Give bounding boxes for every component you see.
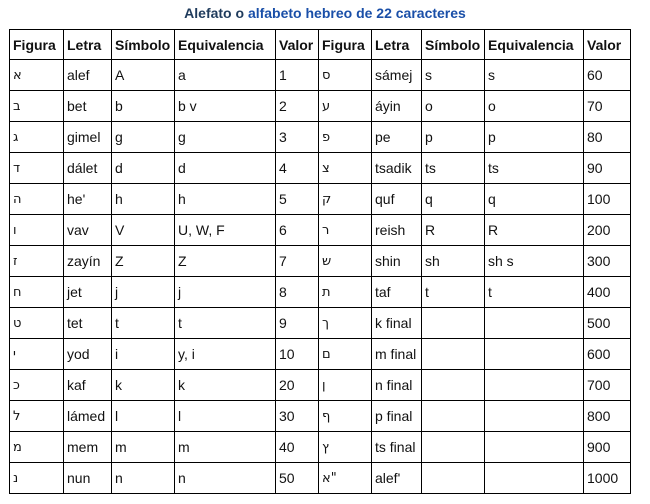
valor-cell-1: 30 xyxy=(276,401,319,432)
table-row xyxy=(10,122,631,153)
letra-cell-2: pe xyxy=(372,122,422,153)
simbolo-cell-1: k xyxy=(112,370,175,401)
letra-cell-1: kaf xyxy=(64,370,112,401)
letra-cell-1: tet xyxy=(64,308,112,339)
simbolo-cell-1: t xyxy=(112,308,175,339)
valor-cell-1: 3 xyxy=(276,122,319,153)
valor-cell-2: 60 xyxy=(584,60,631,91)
letra-cell-1: mem xyxy=(64,432,112,463)
figura-cell-1: ב xyxy=(10,91,64,122)
valor-cell-2: 70 xyxy=(584,91,631,122)
valor-cell-2: 600 xyxy=(584,339,631,370)
letra-cell-2: tsadik xyxy=(372,153,422,184)
alfabeto-hebreo-link[interactable]: alfabeto hebreo de 22 caracteres xyxy=(247,5,466,21)
simbolo-cell-1: Z xyxy=(112,246,175,277)
simbolo-cell-2: o xyxy=(422,91,485,122)
valor-cell-2: 200 xyxy=(584,215,631,246)
letra-cell-2: shin xyxy=(372,246,422,277)
figura-cell-1: א xyxy=(10,60,64,91)
simbolo-cell-2: t xyxy=(422,277,485,308)
simbolo-cell-1: l xyxy=(112,401,175,432)
valor-cell-2: 800 xyxy=(584,401,631,432)
figura-cell-2: ר xyxy=(319,215,372,246)
equivalencia-cell-2: s xyxy=(485,60,584,91)
equivalencia-cell-2: R xyxy=(485,215,584,246)
simbolo-cell-2 xyxy=(422,463,485,494)
header-valor-1: Valor xyxy=(276,30,319,60)
equivalencia-cell-2: t xyxy=(485,277,584,308)
table-row xyxy=(10,277,631,308)
letra-cell-1: zayín xyxy=(64,246,112,277)
figura-cell-2: פ xyxy=(319,122,372,153)
valor-cell-1: 10 xyxy=(276,339,319,370)
letra-cell-1: gimel xyxy=(64,122,112,153)
figura-cell-1: כ xyxy=(10,370,64,401)
figura-cell-1: ה xyxy=(10,184,64,215)
valor-cell-1: 2 xyxy=(276,91,319,122)
simbolo-cell-1: d xyxy=(112,153,175,184)
table-row xyxy=(10,463,631,494)
letra-cell-1: bet xyxy=(64,91,112,122)
figura-cell-2: ק xyxy=(319,184,372,215)
letra-cell-2: taf xyxy=(372,277,422,308)
valor-cell-1: 7 xyxy=(276,246,319,277)
letra-cell-2: áyin xyxy=(372,91,422,122)
figura-cell-1: ח xyxy=(10,277,64,308)
equivalencia-cell-1: n xyxy=(175,463,276,494)
simbolo-cell-1: i xyxy=(112,339,175,370)
simbolo-cell-1: g xyxy=(112,122,175,153)
equivalencia-cell-1: Z xyxy=(175,246,276,277)
figura-cell-1: מ xyxy=(10,432,64,463)
simbolo-cell-2: p xyxy=(422,122,485,153)
figura-cell-2: ף xyxy=(319,401,372,432)
table-body xyxy=(10,60,631,494)
valor-cell-2: 700 xyxy=(584,370,631,401)
letra-cell-2: reish xyxy=(372,215,422,246)
equivalencia-cell-1: U, W, F xyxy=(175,215,276,246)
letra-cell-2: quf xyxy=(372,184,422,215)
simbolo-cell-2: ts xyxy=(422,153,485,184)
simbolo-cell-2 xyxy=(422,370,485,401)
header-row xyxy=(10,30,631,60)
header-simbolo-1: Símbolo xyxy=(112,30,175,60)
simbolo-cell-2: R xyxy=(422,215,485,246)
valor-cell-2: 80 xyxy=(584,122,631,153)
letra-cell-1: vav xyxy=(64,215,112,246)
header-simbolo-2: Símbolo xyxy=(422,30,485,60)
figura-cell-1: ד xyxy=(10,153,64,184)
valor-cell-1: 1 xyxy=(276,60,319,91)
valor-cell-2: 300 xyxy=(584,246,631,277)
figura-cell-2: ע xyxy=(319,91,372,122)
valor-cell-1: 40 xyxy=(276,432,319,463)
figura-cell-2: ך xyxy=(319,308,372,339)
table-row xyxy=(10,153,631,184)
header-equivalencia-1: Equivalencia xyxy=(175,30,276,60)
equivalencia-cell-2 xyxy=(485,432,584,463)
header-valor-2: Valor xyxy=(584,30,631,60)
letra-cell-1: alef xyxy=(64,60,112,91)
header-figura-2: Figura xyxy=(319,30,372,60)
header-equivalencia-2: Equivalencia xyxy=(485,30,584,60)
valor-cell-2: 900 xyxy=(584,432,631,463)
letra-cell-2: n final xyxy=(372,370,422,401)
simbolo-cell-1: h xyxy=(112,184,175,215)
equivalencia-cell-1: k xyxy=(175,370,276,401)
letra-cell-1: he' xyxy=(64,184,112,215)
letra-cell-1: lámed xyxy=(64,401,112,432)
equivalencia-cell-2: p xyxy=(485,122,584,153)
equivalencia-cell-2: o xyxy=(485,91,584,122)
table-row xyxy=(10,184,631,215)
header-letra-2: Letra xyxy=(372,30,422,60)
table-title-prefix: Alefato o xyxy=(184,5,248,21)
equivalencia-cell-2 xyxy=(485,339,584,370)
valor-cell-2: 1000 xyxy=(584,463,631,494)
letra-cell-1: dálet xyxy=(64,153,112,184)
figura-cell-2: צ xyxy=(319,153,372,184)
simbolo-cell-2: sh xyxy=(422,246,485,277)
valor-cell-2: 90 xyxy=(584,153,631,184)
figura-cell-2: ת xyxy=(319,277,372,308)
table-row xyxy=(10,246,631,277)
simbolo-cell-2 xyxy=(422,308,485,339)
letra-cell-2: sámej xyxy=(372,60,422,91)
simbolo-cell-2 xyxy=(422,432,485,463)
valor-cell-1: 6 xyxy=(276,215,319,246)
letra-cell-2: k final xyxy=(372,308,422,339)
figura-cell-1: ז xyxy=(10,246,64,277)
simbolo-cell-1: m xyxy=(112,432,175,463)
equivalencia-cell-2 xyxy=(485,370,584,401)
equivalencia-cell-2 xyxy=(485,308,584,339)
figura-cell-2: ס xyxy=(319,60,372,91)
valor-cell-2: 100 xyxy=(584,184,631,215)
letra-cell-2: alef' xyxy=(372,463,422,494)
figura-cell-1: ט xyxy=(10,308,64,339)
figura-cell-2: ן xyxy=(319,370,372,401)
simbolo-cell-1: b xyxy=(112,91,175,122)
equivalencia-cell-2: sh s xyxy=(485,246,584,277)
equivalencia-cell-2: q xyxy=(485,184,584,215)
figura-cell-1: ל xyxy=(10,401,64,432)
figura-cell-1: נ xyxy=(10,463,64,494)
table-row xyxy=(10,91,631,122)
equivalencia-cell-1: h xyxy=(175,184,276,215)
equivalencia-cell-1: m xyxy=(175,432,276,463)
figura-cell-1: י xyxy=(10,339,64,370)
equivalencia-cell-2 xyxy=(485,463,584,494)
valor-cell-2: 500 xyxy=(584,308,631,339)
simbolo-cell-2: q xyxy=(422,184,485,215)
table-row xyxy=(10,215,631,246)
equivalencia-cell-1: b v xyxy=(175,91,276,122)
figura-cell-2: ץ xyxy=(319,432,372,463)
equivalencia-cell-2 xyxy=(485,401,584,432)
valor-cell-1: 50 xyxy=(276,463,319,494)
letra-cell-1: yod xyxy=(64,339,112,370)
table-title xyxy=(0,4,650,22)
table-row xyxy=(10,339,631,370)
figura-cell-2: א" xyxy=(319,463,372,494)
equivalencia-cell-1: y, i xyxy=(175,339,276,370)
figura-cell-1: ו xyxy=(10,215,64,246)
letra-cell-1: nun xyxy=(64,463,112,494)
valor-cell-2: 400 xyxy=(584,277,631,308)
simbolo-cell-2 xyxy=(422,401,485,432)
equivalencia-cell-1: g xyxy=(175,122,276,153)
alefato-table xyxy=(9,29,631,494)
simbolo-cell-1: V xyxy=(112,215,175,246)
valor-cell-1: 9 xyxy=(276,308,319,339)
simbolo-cell-1: j xyxy=(112,277,175,308)
table-row xyxy=(10,401,631,432)
table-row xyxy=(10,60,631,91)
simbolo-cell-1: A xyxy=(112,60,175,91)
equivalencia-cell-1: d xyxy=(175,153,276,184)
letra-cell-2: ts final xyxy=(372,432,422,463)
letra-cell-2: p final xyxy=(372,401,422,432)
equivalencia-cell-1: t xyxy=(175,308,276,339)
figura-cell-2: ם xyxy=(319,339,372,370)
table-row xyxy=(10,432,631,463)
valor-cell-1: 8 xyxy=(276,277,319,308)
table-row xyxy=(10,308,631,339)
table-row xyxy=(10,370,631,401)
simbolo-cell-2: s xyxy=(422,60,485,91)
equivalencia-cell-1: a xyxy=(175,60,276,91)
letra-cell-1: jet xyxy=(64,277,112,308)
simbolo-cell-2 xyxy=(422,339,485,370)
equivalencia-cell-2: ts xyxy=(485,153,584,184)
header-letra-1: Letra xyxy=(64,30,112,60)
simbolo-cell-1: n xyxy=(112,463,175,494)
figura-cell-2: ש xyxy=(319,246,372,277)
valor-cell-1: 5 xyxy=(276,184,319,215)
valor-cell-1: 20 xyxy=(276,370,319,401)
figura-cell-1: ג xyxy=(10,122,64,153)
letra-cell-2: m final xyxy=(372,339,422,370)
equivalencia-cell-1: j xyxy=(175,277,276,308)
header-figura-1: Figura xyxy=(10,30,64,60)
equivalencia-cell-1: l xyxy=(175,401,276,432)
valor-cell-1: 4 xyxy=(276,153,319,184)
